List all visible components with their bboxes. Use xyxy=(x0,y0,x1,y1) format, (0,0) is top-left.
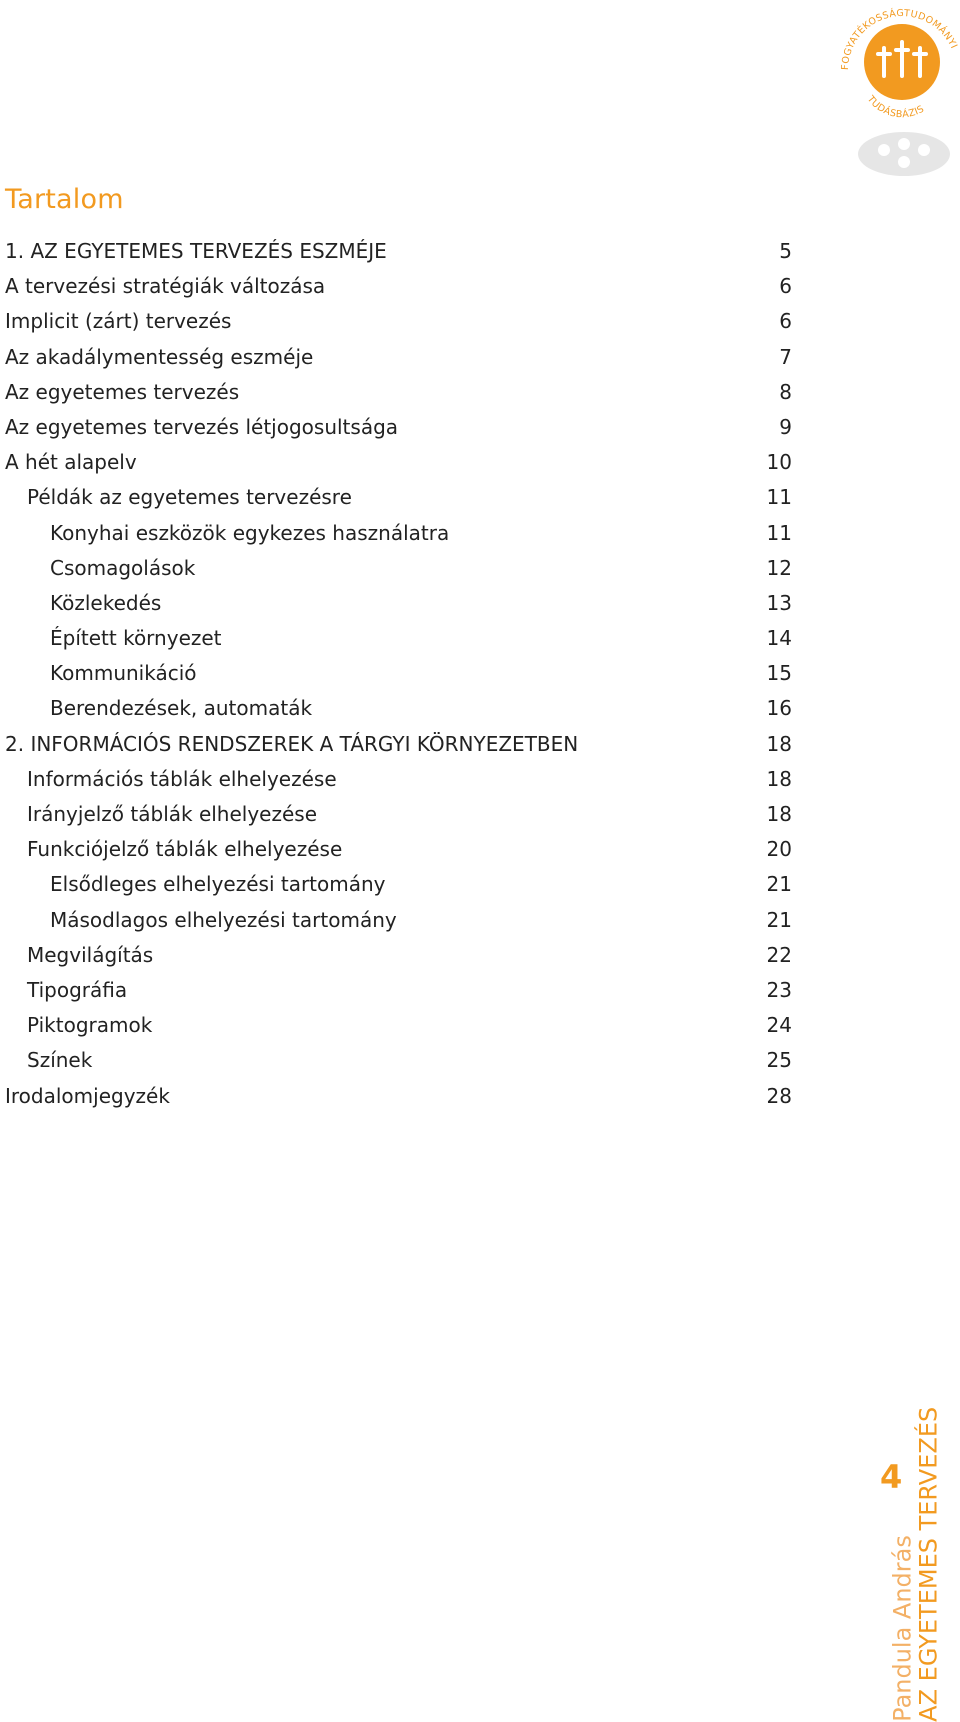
toc-entry[interactable] xyxy=(0,234,800,269)
toc-entry-label: Irányjelző táblák elhelyezése xyxy=(27,802,318,826)
side-book-title: AZ EGYETEMES TERVEZÉS xyxy=(914,1407,943,1722)
side-running-title xyxy=(862,1092,943,1722)
toc-entry-page: 20 xyxy=(766,837,792,862)
toc-entry[interactable] xyxy=(0,480,800,515)
toc-entry[interactable] xyxy=(0,832,800,867)
toc-entry[interactable] xyxy=(0,762,800,797)
toc-entry-page: 9 xyxy=(779,414,792,439)
toc-entry-label: Színek xyxy=(27,1048,93,1073)
toc-entry[interactable] xyxy=(0,903,800,938)
toc-entry-label: Implicit (zárt) tervezés xyxy=(5,309,232,334)
toc-heading: Tartalom xyxy=(5,184,124,215)
toc-entry-page: 11 xyxy=(766,520,792,545)
logo-emblem xyxy=(832,0,960,186)
toc-entry[interactable] xyxy=(0,691,800,726)
toc-entry[interactable] xyxy=(0,938,800,973)
toc-entry[interactable] xyxy=(0,727,800,762)
toc-entry[interactable] xyxy=(0,445,800,480)
toc-entry-page: 16 xyxy=(766,696,792,721)
table-of-contents xyxy=(0,234,800,1114)
toc-entry-label: Kommunikáció xyxy=(50,661,197,686)
toc-entry-page: 28 xyxy=(766,1083,792,1108)
logo-text-top: FOGYATÉKOSSÁGTUDOMÁNYI xyxy=(839,7,960,71)
logo xyxy=(832,0,960,186)
toc-entry-label: Konyhai eszközök egykezes használatra xyxy=(50,520,450,545)
toc-entry[interactable] xyxy=(0,516,800,551)
toc-entry[interactable] xyxy=(0,304,800,339)
toc-entry-page: 5 xyxy=(779,239,792,263)
toc-entry-page: 21 xyxy=(766,872,792,897)
toc-entry-page: 14 xyxy=(766,626,792,651)
toc-entry[interactable] xyxy=(0,1079,800,1114)
toc-entry-page: 25 xyxy=(766,1048,792,1073)
toc-entry-label: Közlekedés xyxy=(50,590,162,615)
toc-entry-label: Csomagolások xyxy=(50,555,196,580)
toc-entry-label: Berendezések, automaták xyxy=(50,696,313,721)
toc-entry-page: 23 xyxy=(766,977,792,1002)
toc-entry-label: A hét alapelv xyxy=(5,450,137,475)
toc-entry[interactable] xyxy=(0,269,800,304)
toc-entry-page: 18 xyxy=(766,766,792,791)
toc-entry-label: Piktogramok xyxy=(27,1013,153,1038)
toc-entry-page: 22 xyxy=(766,942,792,967)
toc-entry-label: Épített környezet xyxy=(50,626,222,651)
toc-entry-page: 24 xyxy=(766,1013,792,1038)
toc-entry-page: 12 xyxy=(766,555,792,580)
toc-entry-label: Elsődleges elhelyezési tartomány xyxy=(50,872,386,897)
toc-entry[interactable] xyxy=(0,1043,800,1078)
toc-entry-label: Az akadálymentesség eszméje xyxy=(5,344,314,369)
toc-entry-page: 7 xyxy=(779,344,792,369)
logo-text-bottom: TUDÁSBÁZIS xyxy=(864,93,927,121)
toc-entry-page: 21 xyxy=(766,907,792,932)
toc-entry-label: Másodlagos elhelyezési tartomány xyxy=(50,907,397,932)
toc-entry[interactable] xyxy=(0,586,800,621)
toc-entry-label: A tervezési stratégiák változása xyxy=(5,274,326,299)
toc-entry-page: 11 xyxy=(766,485,792,510)
toc-entry-label: 1. AZ EGYETEMES TERVEZÉS ESZMÉJE xyxy=(5,239,387,263)
toc-entry-page: 6 xyxy=(779,309,792,334)
toc-entry-page: 8 xyxy=(779,379,792,404)
toc-entry-label: Irodalomjegyzék xyxy=(5,1083,170,1108)
toc-entry-page: 6 xyxy=(779,274,792,299)
toc-entry[interactable] xyxy=(0,867,800,902)
toc-entry-label: Információs táblák elhelyezése xyxy=(27,766,337,791)
toc-entry[interactable] xyxy=(0,410,800,445)
toc-entry-label: Funkciójelző táblák elhelyezése xyxy=(27,837,343,862)
toc-entry-page: 18 xyxy=(766,731,792,756)
toc-entry-page: 13 xyxy=(766,590,792,615)
toc-entry[interactable] xyxy=(0,375,800,410)
toc-entry-label: 2. INFORMÁCIÓS RENDSZEREK A TÁRGYI KÖRNYEZETBEN xyxy=(5,731,579,756)
toc-entry[interactable] xyxy=(0,656,800,691)
toc-entry-label: Tipográfia xyxy=(27,977,128,1002)
toc-entry[interactable] xyxy=(0,551,800,586)
toc-entry[interactable] xyxy=(0,621,800,656)
toc-entry-label: Példák az egyetemes tervezésre xyxy=(27,485,352,510)
toc-entry-label: Az egyetemes tervezés xyxy=(5,379,240,404)
toc-entry-page: 10 xyxy=(766,450,792,475)
toc-entry[interactable] xyxy=(0,973,800,1008)
page-number: 4 xyxy=(880,1458,903,1496)
toc-entry-label: Az egyetemes tervezés létjogosultsága xyxy=(5,414,399,439)
toc-entry-page: 18 xyxy=(766,802,792,826)
toc-entry[interactable] xyxy=(0,797,800,832)
toc-entry[interactable] xyxy=(0,340,800,375)
toc-entry[interactable] xyxy=(0,1008,800,1043)
toc-entry-label: Megvilágítás xyxy=(27,942,154,967)
toc-entry-page: 15 xyxy=(766,661,792,686)
side-author: Pandula András xyxy=(888,1535,917,1722)
